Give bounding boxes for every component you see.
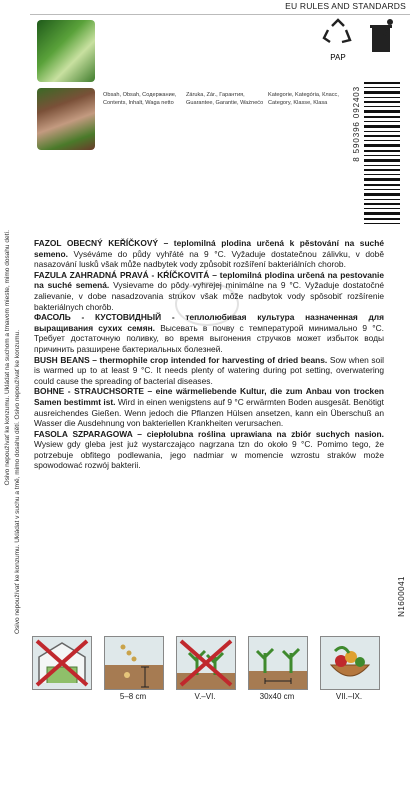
icon-label-5: VII.–IX.	[335, 692, 363, 701]
paragraph-en: BUSH BEANS – thermophile crop intended for harvesting of dried beans. Sow when soil is warmed up to at least 9 °C. It needs plenty of watering during pot setting, overwatering could cause the spreading of bacterial diseases.	[34, 354, 384, 386]
paragraph-pl: FASOLA SZPARAGOWA – ciepłolubna roślina uprawiana na zbiór suchych nasion. Wysiew gdy gleba jest już wystarczająco nagrzana tzn do około 9 °C. Pomimo tego, że potrzebuje obfitego podlewania, jego nadmiar w momencie wzrostu straków może spowodować rozwój bakterii.	[34, 428, 384, 471]
barcode-number: 8 590396 092403	[352, 86, 361, 162]
cultivation-icons	[32, 636, 392, 700]
icon-label-2: 5–8 cm	[119, 692, 147, 701]
paragraph-de: BOHNE - STRAUCHSORTE – eine wärmeliebende Kultur, die zum Anbau von trocken Samen bestimmt ist. Wird in einen wenigstens auf 9 °C erwärmten Boden ausgesät. Benötigt ausreichendes Gießen. Wenn jedoch die Pflanzen Hülsen ansetzen, kann ein Überschuß an Wasser die Ausdehnung von bakteriellen Krankheiten verursachen.	[34, 386, 384, 429]
harvest-basket-icon	[320, 636, 380, 690]
icon-label-3: V.–VI.	[194, 692, 216, 701]
description-text	[34, 238, 384, 471]
paragraph-ru: ФАСОЛЬ - КУСТОВИДНЫЙ - теплолюбивая культура назначенная для выращивания сухих семян. Высевать в почву с температурой минимально 9 °C. Требует достаточную поливку, во время выгонения стручков может избыток воды причинить разширене бактериальных болезней.	[34, 312, 385, 354]
lot-number: N1600041	[397, 576, 406, 617]
paragraph-cs: FAZOL OBECNÝ KEŘÍČKOVÝ – teplomilná plodina určená k pěstování na suché semeno. Vyséváme do půdy vyhřáté na 9 °C. Vyžaduje dostatečnou zálivku, v době nasazování lusků však může nadbytek vody způsobit rozšíření bakteriálních chorob.	[34, 238, 384, 270]
bean-pod-photo	[37, 20, 95, 82]
side-note-bottom: Osivo nepoužívať ke konzumu. Ukládat v suchu a tmě, mimo dosahu dětí. Osivo nepoužívať ke konzumu.	[14, 330, 21, 635]
recycle-icon	[318, 16, 358, 62]
sowing-depth-icon	[104, 636, 164, 690]
barcode	[364, 78, 400, 228]
icon-label-4: 30x40 cm	[259, 692, 295, 701]
paragraph-sk: FAZULA ZAHRADNÁ PRAVÁ - KŔÍČKOVITÁ – teplomilná plodina určená na pestovanie na suché semená. Vysievame do pôdy vyhrejej minimálne na 9 °C. Vyžaduje dostatočné zalievanie, v dobe nasadzovania strukov však môže nadbytok vody spôsobiť rozšírenie bakteriálnych chorôb.	[34, 269, 385, 312]
legend-category: Kategorie, Kategória, Класс, Category, Klasse, Klasa	[268, 92, 339, 106]
spacing-icon	[248, 636, 308, 690]
legend-contents: Obsah, Obsah, Содержание, Contents, Inhalt, Waga netto	[103, 92, 177, 106]
side-note-top: Osivo nepoužívať ke konzumu. Ukládat na suchom a tmavom mieste, mimo dosahu detí.	[4, 230, 11, 486]
beans-photo	[37, 88, 95, 150]
legend-guarantee: Záruka, Zár., Гарантия, Guarantee, Garantie, Ważnećo	[186, 92, 264, 106]
no-transplant-icon	[176, 636, 236, 690]
eu-rules-label: EU RULES AND STANDARDS	[285, 1, 406, 11]
no-greenhouse-icon	[32, 636, 92, 690]
pap-label: PAP	[330, 53, 346, 62]
trash-bin-icon	[362, 16, 402, 58]
